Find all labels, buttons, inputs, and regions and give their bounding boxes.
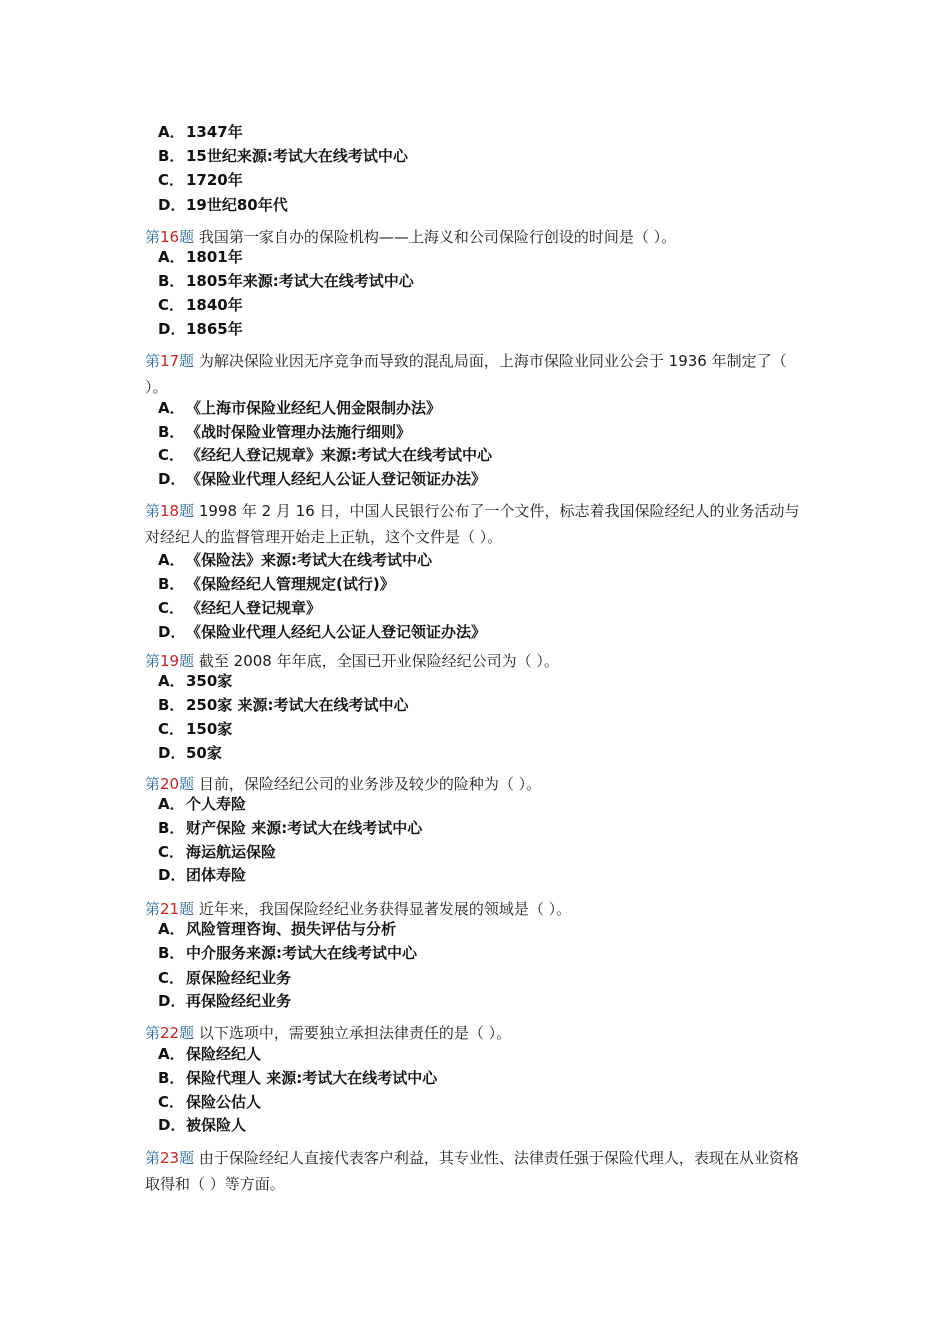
option-text: 150家 xyxy=(186,720,233,738)
option-19-d[interactable] xyxy=(158,741,222,765)
option-21-a[interactable] xyxy=(158,917,396,941)
option-20-b[interactable] xyxy=(158,816,422,840)
question-17 xyxy=(145,348,805,400)
option-letter: C． xyxy=(158,720,185,738)
option-18-b[interactable] xyxy=(158,572,395,596)
option-letter: B． xyxy=(158,944,185,962)
option-19-b[interactable] xyxy=(158,693,409,717)
option-19-c[interactable] xyxy=(158,717,232,741)
option-text: 1865年 xyxy=(186,320,243,338)
option-text: 保险经纪人 xyxy=(186,1045,262,1063)
question-number: 22 xyxy=(160,1024,180,1042)
option-16-a[interactable] xyxy=(158,245,243,269)
option-letter: A． xyxy=(158,248,185,266)
question-suffix: 题 xyxy=(179,775,199,793)
option-20-c[interactable] xyxy=(158,840,276,864)
option-19-a[interactable] xyxy=(158,669,232,693)
option-20-a[interactable] xyxy=(158,792,246,816)
option-letter: D． xyxy=(158,992,186,1010)
question-suffix: 题 xyxy=(179,900,199,918)
option-text: 保险代理人 来源:考试大在线考试中心 xyxy=(186,1069,438,1087)
option-text: 250家 来源:考试大在线考试中心 xyxy=(186,696,409,714)
option-18-d[interactable] xyxy=(158,620,486,644)
option-text: 《战时保险业管理办法施行细则》 xyxy=(186,423,412,441)
option-text: 1805年来源:考试大在线考试中心 xyxy=(186,272,414,290)
option-letter: B． xyxy=(158,272,185,290)
option-text: 《上海市保险业经纪人佣金限制办法》 xyxy=(186,399,442,417)
option-letter: A． xyxy=(158,123,185,141)
option-letter: C． xyxy=(158,296,185,314)
option-22-b[interactable] xyxy=(158,1066,437,1090)
question-text: 以下选项中，需要独立承担法律责任的是（ ）。 xyxy=(198,1024,512,1042)
question-number: 18 xyxy=(160,502,180,520)
question-prefix: 第 xyxy=(145,502,161,520)
option-text: 保险公估人 xyxy=(186,1093,262,1111)
question-prefix: 第 xyxy=(145,900,161,918)
option-text: 财产保险 来源:考试大在线考试中心 xyxy=(186,819,423,837)
option-17-a[interactable] xyxy=(158,396,441,420)
question-prefix: 第 xyxy=(145,775,161,793)
option-20-d[interactable] xyxy=(158,863,246,887)
option-letter: C． xyxy=(158,969,185,987)
question-text: 截至 2008 年年底，全国已开业保险经纪公司为（ ）。 xyxy=(198,652,559,670)
question-suffix: 题 xyxy=(179,1024,199,1042)
option-letter: C． xyxy=(158,1093,185,1111)
question-suffix: 题 xyxy=(179,228,199,246)
option-letter: A． xyxy=(158,551,185,569)
option-prev-c[interactable] xyxy=(158,168,243,192)
option-letter: B． xyxy=(158,819,185,837)
option-letter: A． xyxy=(158,399,185,417)
option-22-c[interactable] xyxy=(158,1090,261,1114)
option-text: 《保险法》来源:考试大在线考试中心 xyxy=(186,551,433,569)
question-number: 17 xyxy=(160,352,180,370)
option-prev-d[interactable] xyxy=(158,193,288,217)
option-16-d[interactable] xyxy=(158,317,243,341)
option-letter: B． xyxy=(158,423,185,441)
option-18-c[interactable] xyxy=(158,596,321,620)
option-letter: D． xyxy=(158,623,186,641)
option-text: 团体寿险 xyxy=(186,866,247,884)
question-text: 为解决保险业因无序竞争而导致的混乱局面，上海市保险业同业公会于 1936 年制定了（ ）。 xyxy=(145,352,787,396)
option-letter: D． xyxy=(158,866,186,884)
option-text: 再保险经纪业务 xyxy=(186,992,292,1010)
option-text: 个人寿险 xyxy=(186,795,247,813)
question-23 xyxy=(145,1145,805,1197)
question-16 xyxy=(145,224,805,250)
option-18-a[interactable] xyxy=(158,548,432,572)
option-text: 被保险人 xyxy=(186,1116,247,1134)
question-19 xyxy=(145,648,805,674)
option-text: 19世纪80年代 xyxy=(186,196,288,214)
option-text: 350家 xyxy=(186,672,233,690)
question-text: 我国第一家自办的保险机构——上海义和公司保险行创设的时间是（ ）。 xyxy=(198,228,677,246)
option-letter: B． xyxy=(158,696,185,714)
option-letter: C． xyxy=(158,843,185,861)
option-letter: A． xyxy=(158,795,185,813)
option-letter: A． xyxy=(158,672,185,690)
option-text: 《经纪人登记规章》来源:考试大在线考试中心 xyxy=(186,446,493,464)
option-text: 海运航运保险 xyxy=(186,843,277,861)
option-letter: B． xyxy=(158,1069,185,1087)
question-text: 近年来，我国保险经纪业务获得显著发展的领域是（ ）。 xyxy=(198,900,572,918)
option-text: 1840年 xyxy=(186,296,243,314)
question-text: 目前，保险经纪公司的业务涉及较少的险种为（ ）。 xyxy=(198,775,542,793)
option-letter: D． xyxy=(158,744,186,762)
question-number: 16 xyxy=(160,228,180,246)
option-text: 《保险经纪人管理规定(试行)》 xyxy=(186,575,395,593)
option-letter: B． xyxy=(158,147,185,165)
option-text: 50家 xyxy=(186,744,222,762)
question-number: 21 xyxy=(160,900,180,918)
question-text: 1998 年 2 月 16 日，中国人民银行公布了一个文件，标志着我国保险经纪人的业务活动与对经纪人的监督管理开始走上正轨，这个文件是（ ）。 xyxy=(145,502,800,546)
option-21-c[interactable] xyxy=(158,966,291,990)
option-text: 《保险业代理人经纪人公证人登记领证办法》 xyxy=(186,470,487,488)
option-text: 15世纪来源:考试大在线考试中心 xyxy=(186,147,408,165)
option-text: 1347年 xyxy=(186,123,243,141)
option-17-b[interactable] xyxy=(158,420,411,444)
option-21-b[interactable] xyxy=(158,941,417,965)
question-suffix: 题 xyxy=(179,652,199,670)
question-suffix: 题 xyxy=(179,502,199,520)
question-text: 由于保险经纪人直接代表客户利益，其专业性、法律责任强于保险代理人，表现在从业资格取得和（ ）等方面。 xyxy=(145,1149,799,1193)
option-text: 原保险经纪业务 xyxy=(186,969,292,987)
question-prefix: 第 xyxy=(145,352,161,370)
option-17-c[interactable] xyxy=(158,443,492,467)
question-suffix: 题 xyxy=(179,352,199,370)
option-text: 1801年 xyxy=(186,248,243,266)
option-letter: A． xyxy=(158,920,185,938)
question-prefix: 第 xyxy=(145,1149,161,1167)
option-prev-a[interactable] xyxy=(158,120,243,144)
option-16-c[interactable] xyxy=(158,293,243,317)
option-text: 中介服务来源:考试大在线考试中心 xyxy=(186,944,418,962)
option-letter: D． xyxy=(158,196,186,214)
option-letter: C． xyxy=(158,446,185,464)
option-22-a[interactable] xyxy=(158,1042,261,1066)
option-17-d[interactable] xyxy=(158,467,486,491)
option-22-d[interactable] xyxy=(158,1113,246,1137)
option-text: 《经纪人登记规章》 xyxy=(186,599,322,617)
option-letter: D． xyxy=(158,320,186,338)
option-letter: C． xyxy=(158,171,185,189)
option-prev-b[interactable] xyxy=(158,144,408,168)
option-letter: A． xyxy=(158,1045,185,1063)
question-prefix: 第 xyxy=(145,1024,161,1042)
question-number: 23 xyxy=(160,1149,180,1167)
option-16-b[interactable] xyxy=(158,269,414,293)
question-prefix: 第 xyxy=(145,652,161,670)
option-text: 1720年 xyxy=(186,171,243,189)
question-prefix: 第 xyxy=(145,228,161,246)
option-text: 风险管理咨询、损失评估与分析 xyxy=(186,920,397,938)
option-letter: D． xyxy=(158,470,186,488)
option-letter: C． xyxy=(158,599,185,617)
option-text: 《保险业代理人经纪人公证人登记领证办法》 xyxy=(186,623,487,641)
question-number: 19 xyxy=(160,652,180,670)
question-number: 20 xyxy=(160,775,180,793)
question-18 xyxy=(145,498,805,550)
option-21-d[interactable] xyxy=(158,989,291,1013)
option-letter: B． xyxy=(158,575,185,593)
question-suffix: 题 xyxy=(179,1149,199,1167)
option-letter: D． xyxy=(158,1116,186,1134)
